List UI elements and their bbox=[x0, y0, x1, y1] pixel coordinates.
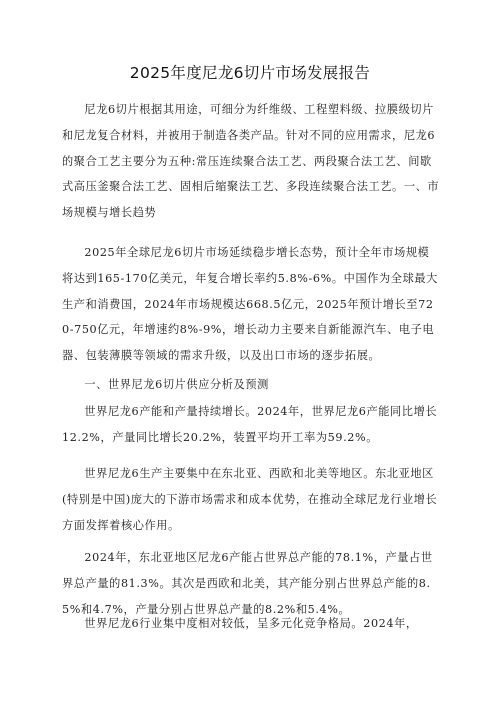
section-heading-supply: 一、世界尼龙6切片供应分析及预测 bbox=[84, 378, 269, 391]
paragraph-concentration: 世界尼龙6行业集中度相对较低，呈多元化竞争格局。2024年， bbox=[84, 617, 418, 630]
paragraph-intro: 尼龙6切片根据其用途，可细分为纤维级、工程塑料级、拉膜级切片和尼龙复合材料，并被用于制造各类产品。针对不同的应用需求，尼龙6的聚合工艺主要分为五种:常压连续聚合法工艺、两段聚合法工艺、间歇式高压釜聚合法工艺、固相后缩聚法工艺、多段连续聚合法工艺。一、市场规模与增长趋势 bbox=[62, 103, 440, 220]
paragraph-market-size: 2025年全球尼龙6切片市场延续稳步增长态势，预计全年市场规模将达到165-170亿美元，年复合增长率约5.8%-6%。中国作为全球最大生产和消费国，2024年市场规模达668.5亿元，2025年预计增长至720-750亿元，年增速约8%-9%，增长动力主要来自新能源汽车、电子电器、包装薄膜等领域的需求升级，以及出口市场的逐步拓展。 bbox=[62, 246, 438, 363]
paragraph-capacity: 世界尼龙6产能和产量持续增长。2024年，世界尼龙6产能同比增长12.2%，产量同比增长20.2%，装置平均开工率为59.2%。 bbox=[62, 405, 438, 444]
paragraph-northeast-asia: 2024年，东北亚地区尼龙6产能占世界总产能的78.1%，产量占世界总产量的81.3%。其次是西欧和北美，其产能分别占世界总产能的8.5%和4.7%，产量分别占世界总产量的8.2%和5.4%。 bbox=[62, 551, 433, 616]
paragraph-regions: 世界尼龙6生产主要集中在东北亚、西欧和北美等地区。东北亚地区(特别是中国)庞大的下游市场需求和成本优势，在推动全球尼龙行业增长方面发挥着核心作用。 bbox=[62, 467, 438, 532]
document-title: 2025年度尼龙6切片市场发展报告 bbox=[129, 64, 371, 82]
